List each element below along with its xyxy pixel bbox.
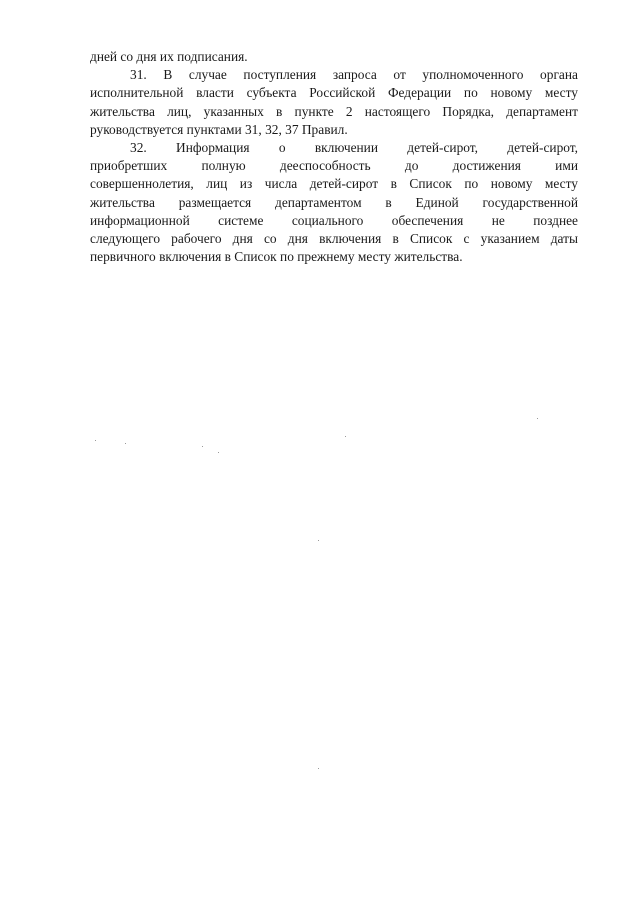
paragraph-31-line-3: жительства лиц, указанных в пункте 2 настоящего Порядка, департамент [90, 103, 578, 119]
paragraph-31-line-1: 31. В случае поступления запроса от уполномоченного органа [130, 67, 578, 83]
scan-speck [345, 436, 346, 437]
paragraph-32-line-7: первичного включения в Список по прежнему месту жительства. [90, 249, 463, 265]
scan-speck [537, 418, 538, 419]
scan-speck [218, 452, 219, 453]
paragraph-32-line-1: 32. Информация о включении детей-сирот, детей-сирот, [130, 139, 578, 155]
paragraph-32-line-2: приобретших полную дееспособность до достижения ими [90, 158, 578, 174]
scan-speck [318, 768, 319, 769]
scan-speck [125, 443, 126, 444]
paragraph-32-line-6: следующего рабочего дня со дня включения в Список с указанием даты [90, 230, 578, 246]
scan-speck [95, 440, 96, 441]
paragraph-31-line-4: руководствуется пунктами 31, 32, 37 Правил. [90, 121, 348, 137]
paragraph-31-line-2: исполнительной власти субъекта Российской Федерации по новому месту [90, 85, 578, 101]
paragraph-32-line-4: жительства размещается департаментом в Единой государственной [90, 194, 578, 210]
paragraph-32-line-5: информационной системе социального обеспечения не позднее [90, 212, 578, 228]
text-line-1: дней со дня их подписания. [90, 49, 248, 64]
scan-speck [202, 446, 203, 447]
scan-speck [318, 540, 319, 541]
paragraph-32-line-3: совершеннолетия, лиц из числа детей-сирот в Список по новому месту [90, 176, 578, 192]
document-text [90, 48, 578, 266]
